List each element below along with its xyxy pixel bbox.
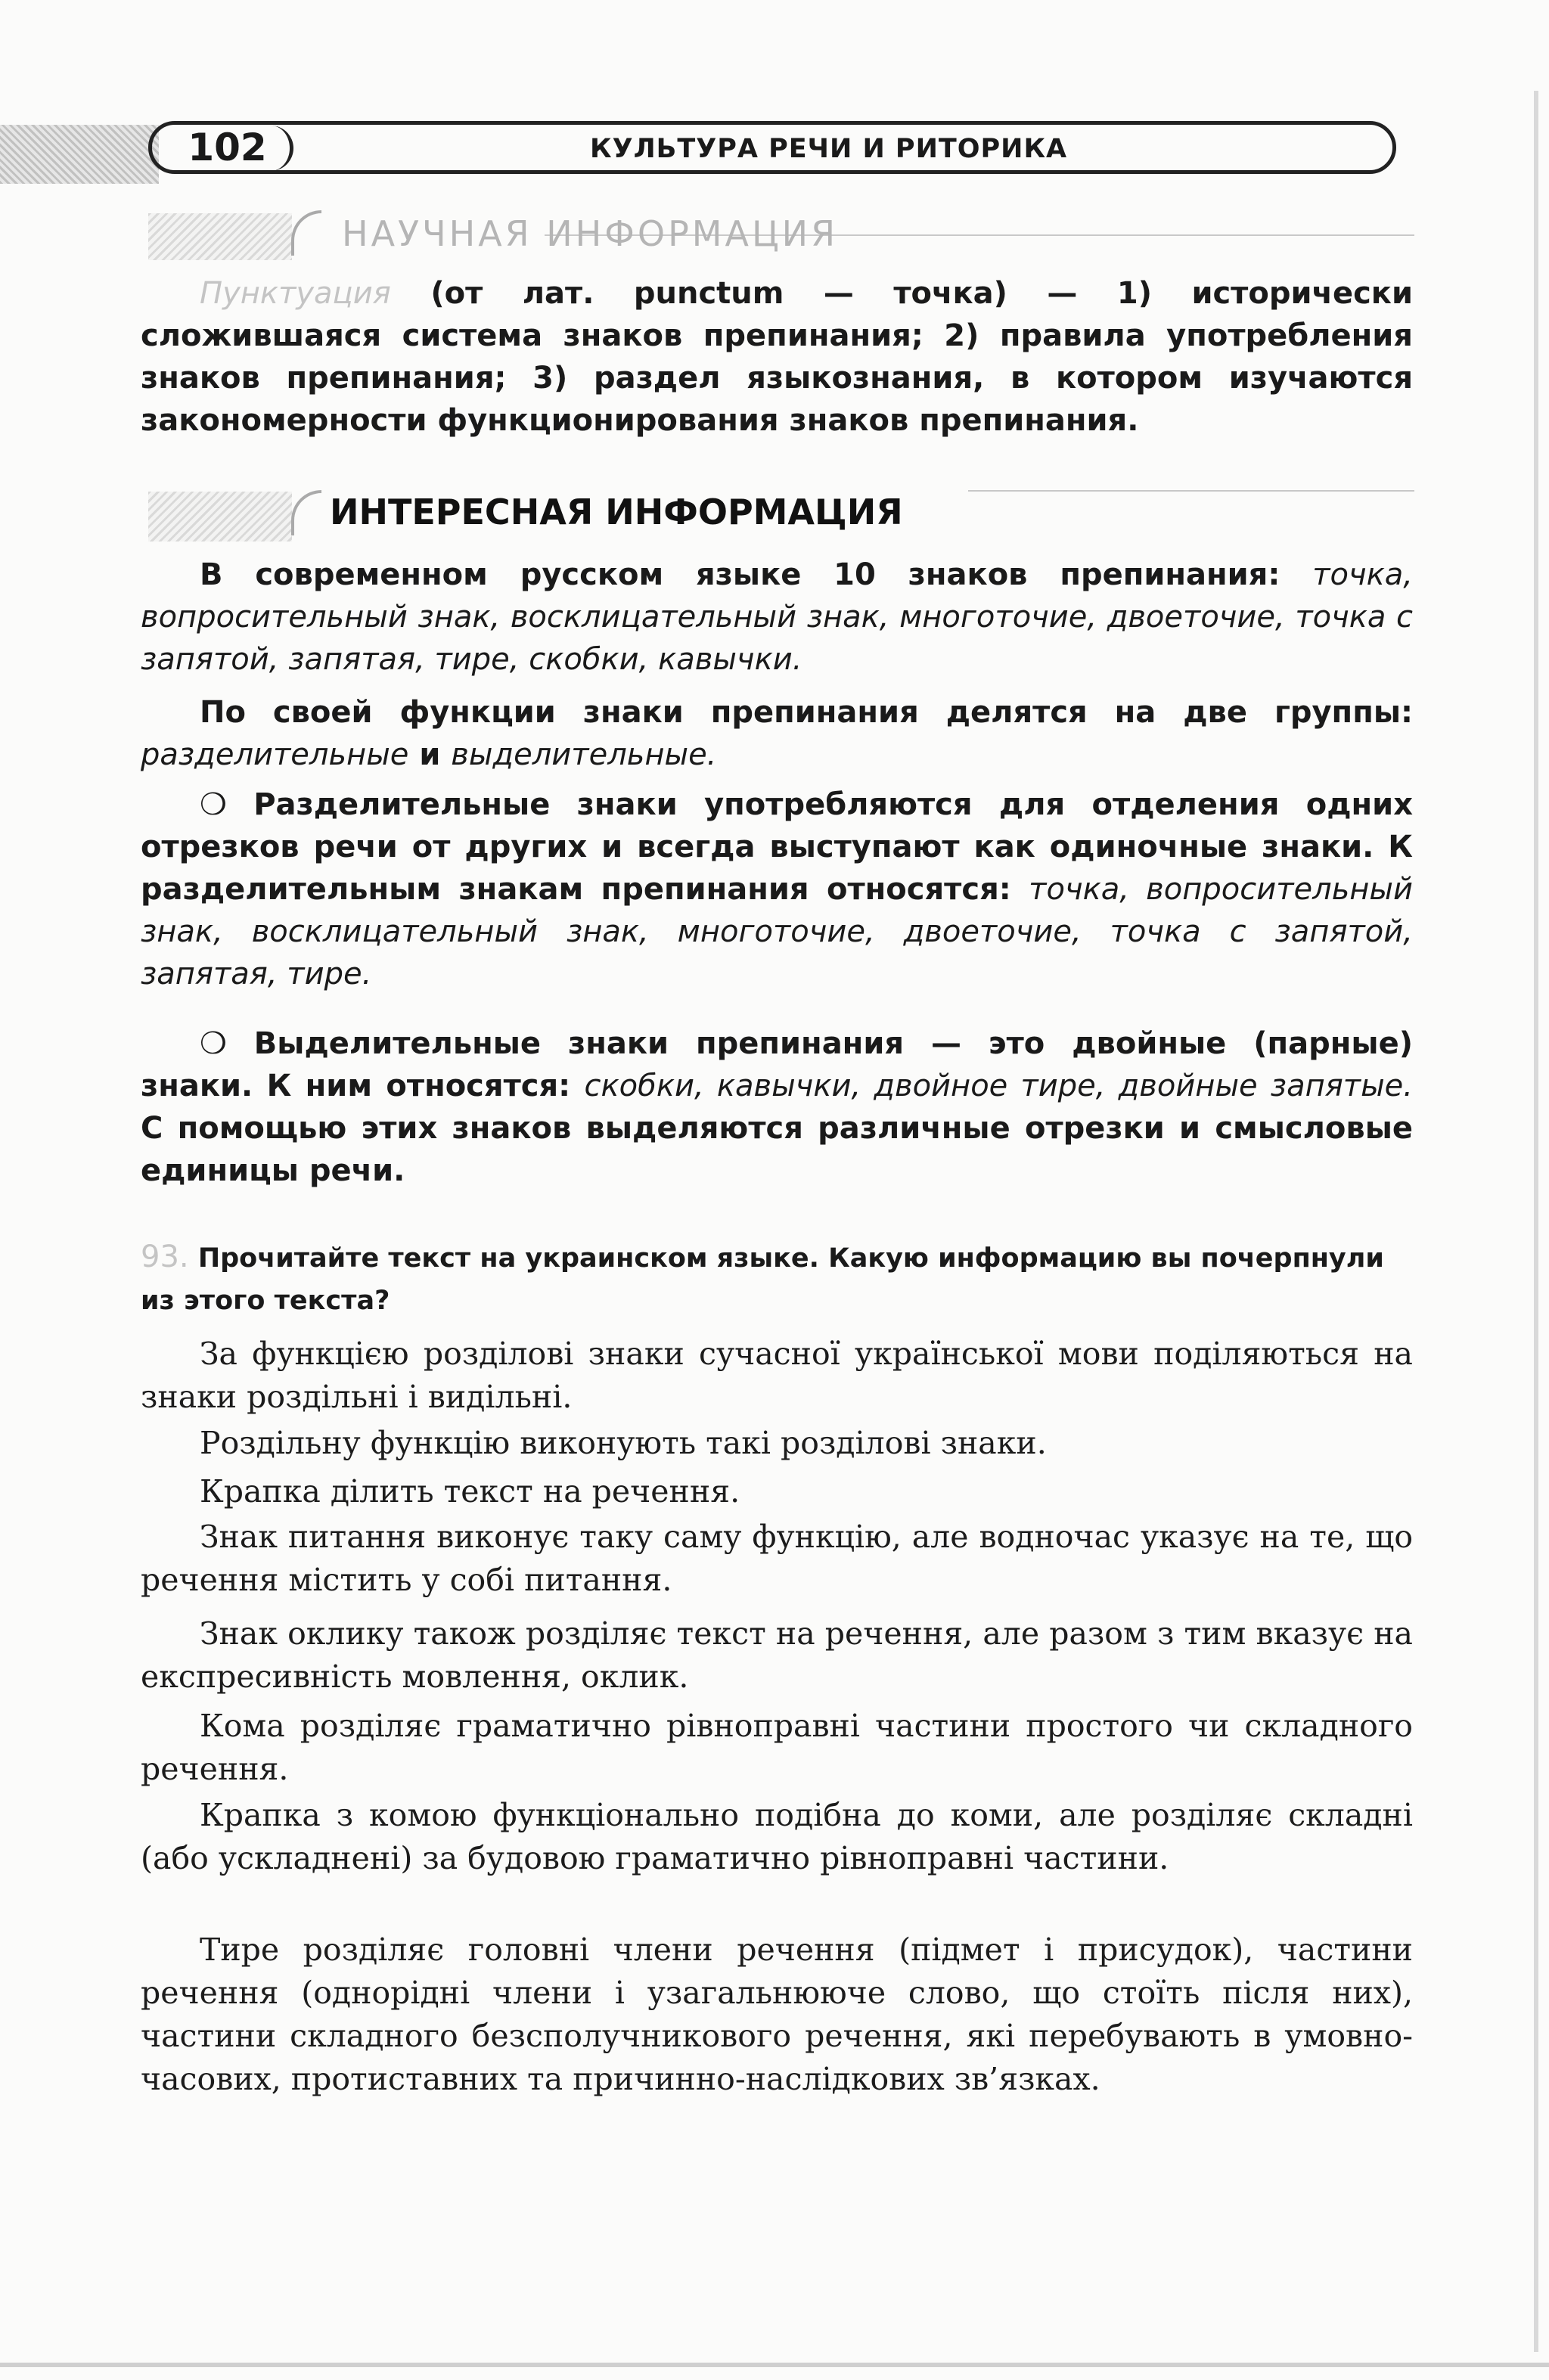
- task-number: 93.: [141, 1240, 189, 1274]
- section-bracket: [291, 490, 321, 535]
- ua-paragraph: Роздільну функцію виконують такі розділові знаки.: [200, 1425, 1047, 1461]
- ua-paragraph: Крапка ділить текст на речення.: [200, 1473, 740, 1510]
- section-texture: [148, 213, 292, 260]
- header-texture: [0, 125, 159, 184]
- page-number: 102: [165, 126, 293, 171]
- paragraph-groups: По своей функции знаки препинания делятся на две группы: разделительные и выделительные.: [141, 695, 1413, 772]
- paragraph-separating: ❍ Разделительные знаки употребляются для отделения одних отрезков речи от других и всегда выступают как одиночные знаки. К разделительным знакам препинания относятся: точка, вопросительный знак, восклицательный знак, многоточие, двоеточие, точка с запятой, запятая, тире.: [141, 787, 1413, 991]
- scientific-definition: [141, 272, 1413, 442]
- bullet-icon: ❍: [200, 1026, 227, 1061]
- page-bottom-edge: [0, 2363, 1549, 2367]
- page-edge-shadow: [1534, 91, 1538, 2352]
- ua-paragraph: Знак оклику також розділяє текст на речення, але разом з тим вказує на експресивність мовлення, оклик.: [141, 1615, 1413, 1695]
- section-texture: [148, 492, 292, 541]
- scientific-heading: НАУЧНАЯ ИНФОРМАЦИЯ: [342, 213, 839, 254]
- section-bracket: [291, 210, 321, 256]
- task-text: Прочитайте текст на украинском языке. Какую информацию вы почерпнули из этого текста?: [141, 1243, 1384, 1316]
- paragraph-highlighting: ❍ Выделительные знаки препинания — это двойные (парные) знаки. К ним относятся: скобки, кавычки, двойное тире, двойные запятые. С помощью этих знаков выделяются различные отрезки и смысловые единицы речи.: [141, 1026, 1414, 1188]
- running-title: КУЛЬТУРА РЕЧИ И РИТОРИКА: [590, 134, 1068, 164]
- definition-text: (от лат. punctum — точка) — 1) исторически сложившаяся система знаков препинания; 2) правила употребления знаков препинания; 3) раздел языкознания, в котором изучаются закономерности функционирования знаков препинания.: [141, 276, 1413, 438]
- paragraph-count: В современном русском языке 10 знаков препинания: точка, вопросительный знак, восклицательный знак, многоточие, двоеточие, точка с запятой, запятая, тире, скобки, кавычки.: [141, 557, 1413, 677]
- ua-paragraph: За функцією розділові знаки сучасної української мови поділяються на знаки роздільні і видільні.: [141, 1336, 1413, 1415]
- bullet-icon: ❍: [200, 787, 227, 822]
- ua-paragraph: Крапка з комою функціонально подібна до коми, але розділяє складні (або ускладнені) за будовою граматично рівноправні частини.: [141, 1797, 1413, 1876]
- ua-paragraph: Тире розділяє головні члени речення (підмет і присудок), частини речення (однорідні члени і узагальнююче слово, що стоїть після них), частини складного безсполучникового речення, які перебувають в умовно-часових, протиставних та причинно-наслідкових зв’язках.: [141, 1932, 1413, 2097]
- ua-paragraph: Кома розділяє граматично рівноправні частини простого чи складного речення.: [141, 1708, 1413, 1787]
- task: [141, 1236, 1413, 1322]
- term: Пунктуация: [200, 276, 391, 311]
- interesting-heading: ИНТЕРЕСНАЯ ИНФОРМАЦИЯ: [330, 492, 903, 532]
- ua-paragraph: Знак питання виконує таку саму функцію, але водночас указує на те, що речення містить у собі питання.: [141, 1519, 1413, 1598]
- section-rule: [968, 490, 1414, 492]
